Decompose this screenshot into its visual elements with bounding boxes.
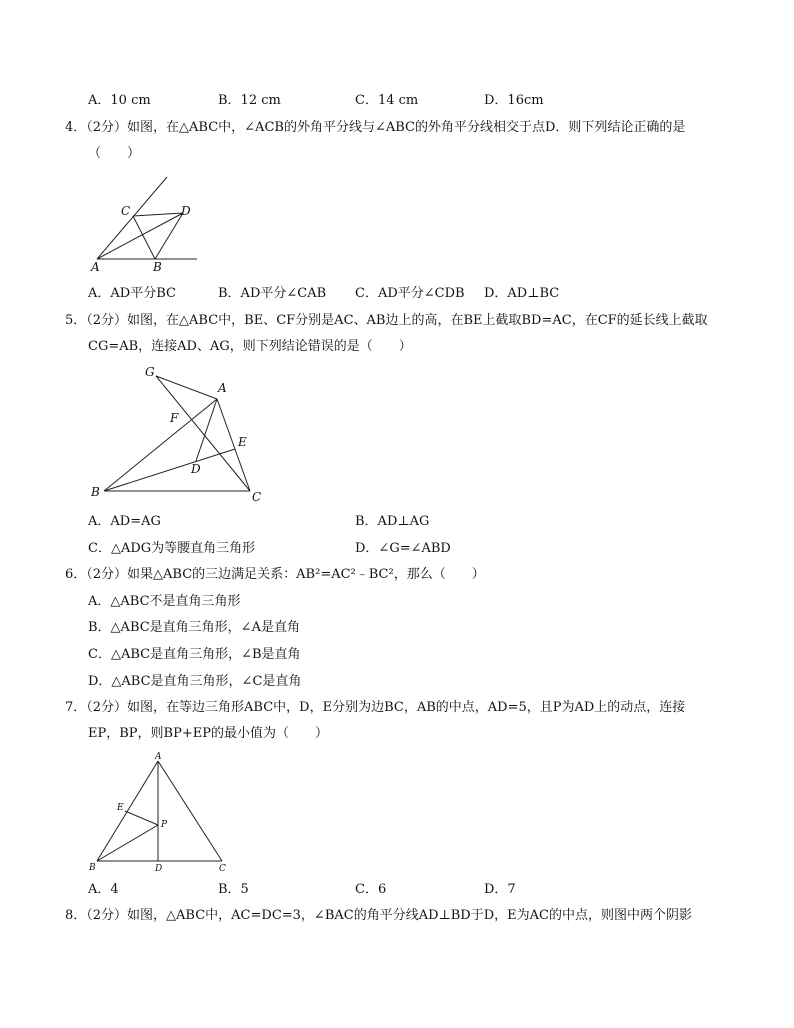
q5-option-b: B．AD⊥AG: [355, 514, 430, 529]
q4-option-d: D．AD⊥BC: [484, 286, 560, 301]
q6-option-b: B．△ABC是直角三角形，∠A是直角: [88, 620, 300, 635]
q5-label-e: E: [238, 435, 247, 449]
q7-label-c: C: [219, 864, 226, 874]
q5-question-text-cont: CG=AB，连接AD、AG，则下列结论错误的是（ ）: [88, 339, 412, 354]
q4-label-d: D: [181, 204, 191, 218]
q7-option-d: D．7: [484, 882, 516, 897]
q7-figure: [85, 752, 235, 877]
q7-question-text-cont: EP，BP，则BP+EP的最小值为（ ）: [88, 726, 328, 741]
q7-side-ab: [97, 761, 158, 861]
q7-label-a: A: [155, 752, 162, 762]
q4-question-text: 4．（2分）如图，在△ABC中，∠ACB的外角平分线与∠ABC的外角平分线相交于点D．则下列结论正确的是: [65, 120, 686, 135]
q7-option-c: C．6: [355, 882, 387, 897]
q4-segment-cd: [133, 213, 183, 216]
q5-label-g: G: [145, 365, 155, 379]
q4-segment-ad: [97, 213, 183, 259]
q4-extended-ac: [97, 177, 167, 259]
q3-option-a: A．10 cm: [88, 93, 151, 108]
q5-figure: [85, 362, 275, 507]
q5-segment-ad: [196, 399, 217, 461]
q4-label-c: C: [121, 204, 131, 218]
q7-label-d: D: [155, 864, 163, 874]
q5-option-a: A．AD=AG: [88, 514, 161, 529]
q5-label-d: D: [191, 462, 201, 476]
q4-figure: [85, 170, 205, 280]
q3-option-b: B．12 cm: [218, 93, 281, 108]
q6-question-text: 6．（2分）如果△ABC的三边满足关系：AB²=AC²﹣BC²，那么（ ）: [65, 567, 485, 582]
q5-option-d: D．∠G=∠ABD: [355, 541, 451, 556]
q5-side-ab: [104, 399, 217, 491]
q8-question-text: 8．（2分）如图，△ABC中，AC=DC=3，∠BAC的角平分线AD⊥BD于D，E为AC的中点，则图中两个阴影: [65, 908, 692, 923]
q5-label-f: F: [170, 411, 179, 425]
q4-segment-bd: [155, 213, 183, 259]
q5-label-a: A: [218, 381, 227, 395]
q4-option-a: A．AD平分BC: [88, 286, 176, 301]
q6-option-c: C．△ABC是直角三角形，∠B是直角: [88, 647, 301, 662]
q7-segment-bp: [97, 825, 158, 861]
q4-option-c: C．AD平分∠CDB: [355, 286, 465, 301]
q7-segment-ep: [125, 811, 158, 825]
q3-option-d: D．16cm: [484, 93, 544, 108]
q7-question-text: 7．（2分）如图，在等边三角形ABC中，D，E分别为边BC，AB的中点，AD=5，且P为AD上的动点，连接: [65, 700, 686, 715]
q7-option-b: B．5: [218, 882, 249, 897]
q7-label-p: P: [161, 820, 168, 830]
q5-question-text: 5．（2分）如图，在△ABC中，BE、CF分别是AC、AB边上的高，在BE上截取BD=AC，在CF的延长线上截取: [65, 313, 708, 328]
q4-label-a: A: [91, 260, 100, 274]
q7-option-a: A．4: [88, 882, 119, 897]
q4-question-text-cont: （ ）: [88, 146, 141, 161]
q7-label-e: E: [117, 803, 124, 813]
q6-option-a: A．△ABC不是直角三角形: [88, 594, 241, 609]
q6-option-d: D．△ABC是直角三角形，∠C是直角: [88, 674, 302, 689]
q4-label-b: B: [153, 260, 162, 274]
q5-option-c: C．△ADG为等腰直角三角形: [88, 541, 256, 556]
q7-label-b: B: [89, 863, 96, 873]
q5-label-b: B: [91, 485, 100, 499]
q7-side-ac: [158, 761, 222, 861]
q5-segment-be: [104, 449, 235, 491]
q3-option-c: C．14 cm: [355, 93, 419, 108]
q4-option-b: B．AD平分∠CAB: [218, 286, 327, 301]
q5-label-c: C: [252, 490, 262, 504]
